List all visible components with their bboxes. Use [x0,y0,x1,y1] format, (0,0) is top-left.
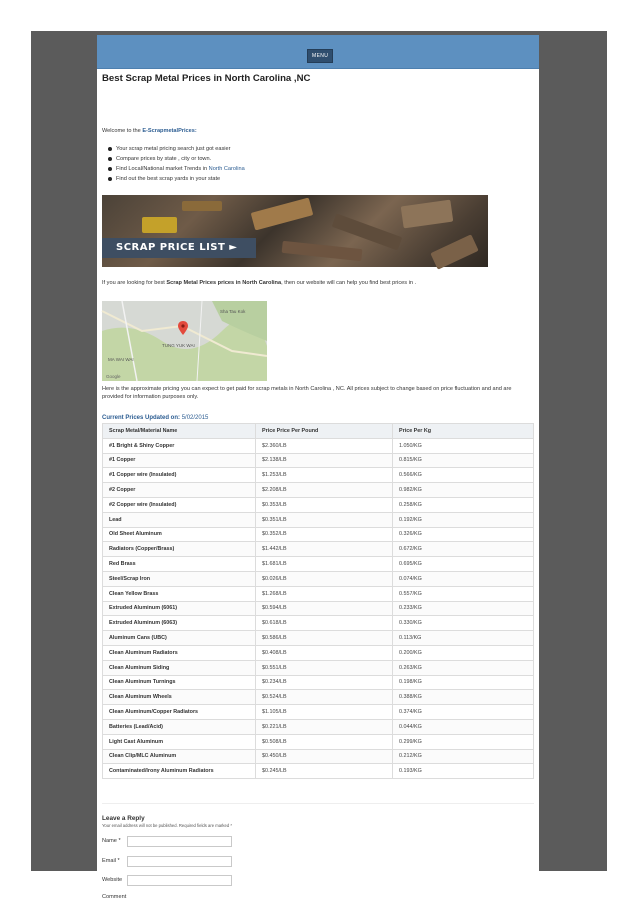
price-per-pound-cell: $1.105/LB [256,705,393,720]
updated-date [102,415,208,421]
price-per-kg-cell: 0.672/KG [393,542,534,557]
google-logo: Google [106,374,121,379]
table-row [103,512,534,527]
table-row [103,645,534,660]
table-header-row [103,424,534,439]
top-navigation-bar [97,35,539,69]
price-per-kg-cell: 0.200/KG [393,645,534,660]
table-row [103,719,534,734]
material-name-cell: Radiators (Copper/Brass) [103,542,256,557]
price-per-kg-cell: 0.044/KG [393,719,534,734]
welcome-prefix: Welcome to the [102,128,143,134]
table-row [103,690,534,705]
material-name-cell: #1 Bright & Shiny Copper [103,438,256,453]
banner-scrap-shape [182,201,222,211]
banner-scrap-shape [401,200,454,229]
price-per-kg-cell: 0.374/KG [393,705,534,720]
table-row [103,571,534,586]
intro-paragraph [102,279,532,287]
page-title: Best Scrap Metal Prices in North Carolina ,NC [102,73,311,84]
table-row [103,601,534,616]
price-per-kg-cell: 0.074/KG [393,571,534,586]
price-per-pound-cell: $2.138/LB [256,453,393,468]
banner-label [102,238,256,258]
email-label: Email * [102,858,120,864]
column-header: Scrap Metal/Material Name [103,424,256,439]
north-carolina-link[interactable]: North Carolina [208,166,245,172]
feature-list [107,144,245,184]
comment-label: Comment [102,894,127,900]
price-per-pound-cell: $0.594/LB [256,601,393,616]
material-name-cell: Lead [103,512,256,527]
play-arrow-icon: ► [229,242,238,253]
list-item-text: Find Local/National market Trends in [116,166,209,172]
price-per-pound-cell: $0.245/LB [256,764,393,779]
price-per-kg-cell: 0.815/KG [393,453,534,468]
price-per-kg-cell: 0.198/KG [393,675,534,690]
table-row [103,557,534,572]
table-row [103,705,534,720]
map-graphic [102,301,267,381]
price-per-kg-cell: 0.695/KG [393,557,534,572]
table-row [103,675,534,690]
material-name-cell: Clean Aluminum Radiators [103,645,256,660]
material-name-cell: Extruded Aluminum (6061) [103,601,256,616]
reply-note: Your email address will not be published. Required fields are marked * [102,823,232,828]
price-per-kg-cell: 0.113/KG [393,631,534,646]
material-name-cell: Contaminated/Irony Aluminum Radiators [103,764,256,779]
material-name-cell: #1 Copper [103,453,256,468]
price-per-kg-cell: 0.326/KG [393,527,534,542]
price-per-pound-cell: $0.524/LB [256,690,393,705]
table-row [103,764,534,779]
menu-button[interactable]: MENU [307,49,333,63]
banner-scrap-shape [282,241,363,261]
website-input[interactable] [127,875,232,886]
banner-scrap-shape [430,234,478,269]
map-label: TUNG YUK WAI [162,343,195,348]
price-per-kg-cell: 1.050/KG [393,438,534,453]
price-per-pound-cell: $0.352/LB [256,527,393,542]
table-row [103,497,534,512]
material-name-cell: Light Cast Aluminum [103,734,256,749]
price-per-kg-cell: 0.263/KG [393,660,534,675]
price-per-pound-cell: $0.351/LB [256,512,393,527]
price-per-kg-cell: 0.299/KG [393,734,534,749]
updated-value: 5/02/2015 [181,415,209,421]
intro-prefix: If you are looking for best [102,280,167,286]
price-per-pound-cell: $0.353/LB [256,497,393,512]
price-per-kg-cell: 0.982/KG [393,483,534,498]
pricing-disclaimer: Here is the approximate pricing you can expect to get paid for scrap metals in North Carolina , NC. All prices subject to change based on price fluctuation and and are provided for information purposes only. [102,386,512,400]
price-per-kg-cell: 0.388/KG [393,690,534,705]
price-per-kg-cell: 0.212/KG [393,749,534,764]
price-per-pound-cell: $0.026/LB [256,571,393,586]
price-per-pound-cell: $0.408/LB [256,645,393,660]
price-per-pound-cell: $0.551/LB [256,660,393,675]
column-header: Price Price Per Pound [256,424,393,439]
price-per-kg-cell: 0.330/KG [393,616,534,631]
material-name-cell: Clean Yellow Brass [103,586,256,601]
table-row [103,631,534,646]
material-name-cell: Steel/Scrap Iron [103,571,256,586]
table-row [103,542,534,557]
section-divider [102,803,534,804]
price-per-pound-cell: $0.234/LB [256,675,393,690]
list-item: Compare prices by state , city or town. [107,154,245,164]
table-row [103,453,534,468]
material-name-cell: Red Brass [103,557,256,572]
price-per-kg-cell: 0.557/KG [393,586,534,601]
price-per-kg-cell: 0.233/KG [393,601,534,616]
material-name-cell: Extruded Aluminum (6063) [103,616,256,631]
banner-scrap-shape [332,213,403,250]
table-row [103,660,534,675]
welcome-text [102,127,197,135]
material-name-cell: Old Sheet Aluminum [103,527,256,542]
name-input[interactable] [127,836,232,847]
table-row [103,616,534,631]
price-per-pound-cell: $1.442/LB [256,542,393,557]
email-input[interactable] [127,856,232,867]
table-row [103,749,534,764]
table-row [103,438,534,453]
price-per-pound-cell: $1.681/LB [256,557,393,572]
intro-suffix: , then our website will can help you find best prices in . [281,280,417,286]
banner-machine-shape [142,217,177,233]
material-name-cell: Aluminum Cans (UBC) [103,631,256,646]
material-name-cell: Clean Aluminum/Copper Radiators [103,705,256,720]
price-per-kg-cell: 0.258/KG [393,497,534,512]
scrap-price-list-banner[interactable] [102,195,488,267]
price-per-pound-cell: $1.268/LB [256,586,393,601]
website-label: Website [102,877,123,883]
material-name-cell: Batteries (Lead/Acid) [103,719,256,734]
material-name-cell: Clean Aluminum Turnings [103,675,256,690]
banner-text: SCRAP PRICE LIST [116,242,226,253]
material-name-cell: Clean Clip/MLC Aluminum [103,749,256,764]
map-pin-icon[interactable] [178,321,188,335]
location-map[interactable] [102,301,267,381]
price-per-pound-cell: $0.221/LB [256,719,393,734]
banner-scrap-shape [251,198,314,231]
price-per-kg-cell: 0.193/KG [393,764,534,779]
list-item [107,164,245,174]
table-row [103,527,534,542]
price-per-pound-cell: $2.360/LB [256,438,393,453]
price-per-kg-cell: 0.192/KG [393,512,534,527]
brand-name: E-ScrapmetalPrices: [142,128,197,134]
intro-bold: Scrap Metal Prices prices in North Carolina [166,280,282,286]
list-item: Find out the best scrap yards in your state [107,174,245,184]
material-name-cell: Clean Aluminum Wheels [103,690,256,705]
leave-reply-title: Leave a Reply [102,815,145,822]
price-per-pound-cell: $0.508/LB [256,734,393,749]
price-table [102,423,534,779]
page-frame [31,31,607,900]
price-per-pound-cell: $0.450/LB [256,749,393,764]
table-body [103,438,534,778]
material-name-cell: #2 Copper [103,483,256,498]
price-per-pound-cell: $0.586/LB [256,631,393,646]
column-header: Price Per Kg [393,424,534,439]
material-name-cell: #2 Copper wire (Insulated) [103,497,256,512]
price-per-kg-cell: 0.566/KG [393,468,534,483]
table-row [103,483,534,498]
price-per-pound-cell: $1.253/LB [256,468,393,483]
updated-label: Current Prices Updated on: [102,415,181,421]
price-per-pound-cell: $0.618/LB [256,616,393,631]
table-row [103,586,534,601]
map-label: Sha Tau Kok [220,309,246,314]
list-item: Your scrap metal pricing search just got easier [107,144,245,154]
table-row [103,734,534,749]
price-per-pound-cell: $2.208/LB [256,483,393,498]
material-name-cell: #1 Copper wire (Insulated) [103,468,256,483]
map-label: MA WAI WAI [108,357,134,362]
page-content [97,35,539,900]
material-name-cell: Clean Aluminum Siding [103,660,256,675]
name-label: Name * [102,838,121,844]
table-row [103,468,534,483]
